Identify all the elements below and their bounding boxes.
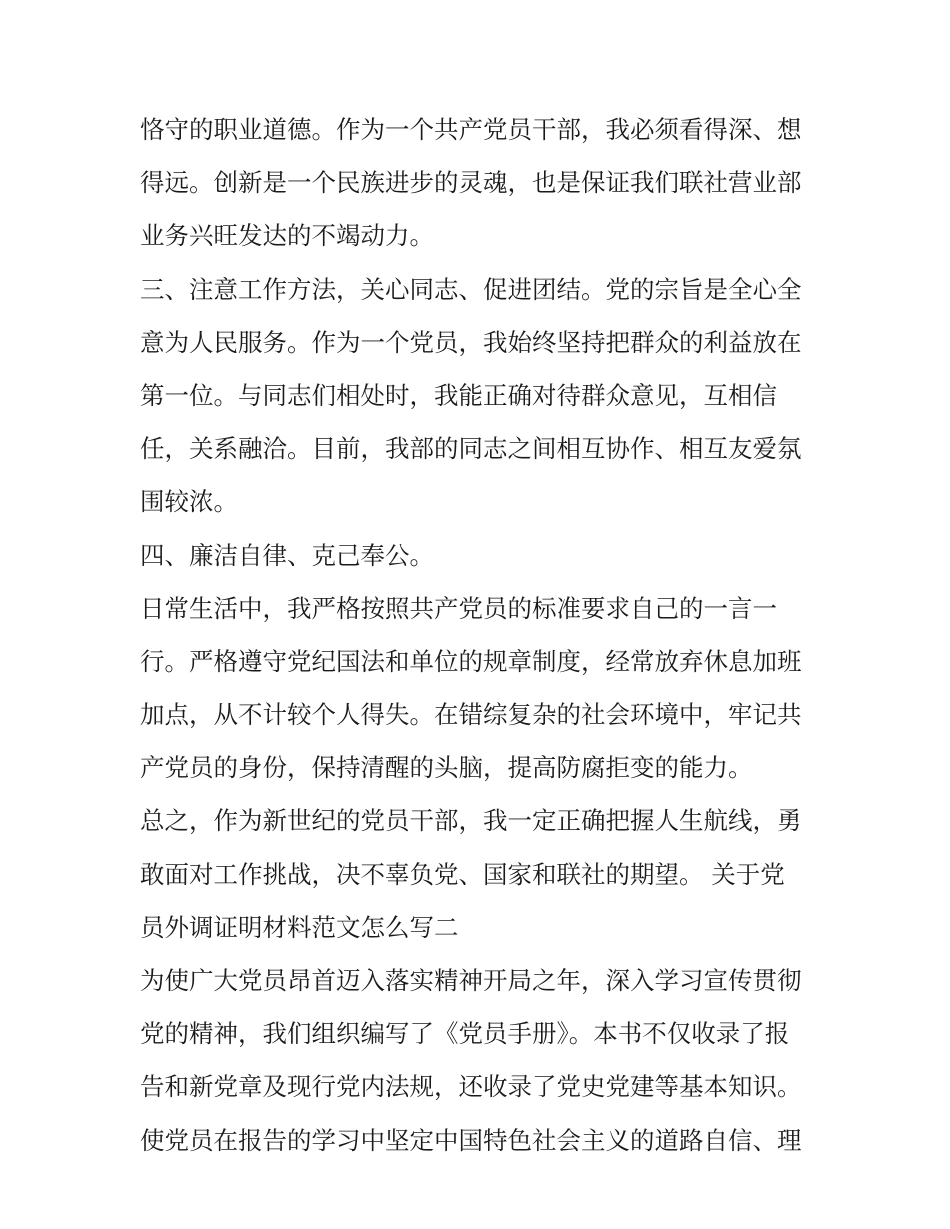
text-line: 意为人民服务。作为一个党员，我始终坚持把群众的利益放在 xyxy=(140,327,802,357)
text-line: 使党员在报告的学习中坚定中国特色社会主义的道路自信、理 xyxy=(140,1125,802,1155)
document-body xyxy=(140,108,820,1172)
text-line: 员外调证明材料范文怎么写二 xyxy=(140,912,459,942)
text-line: 业务兴旺发达的不竭动力。 xyxy=(140,221,434,251)
text-line: 产党员的身份，保持清醒的头脑，提高防腐拒变的能力。 xyxy=(140,753,753,783)
text-line: 任，关系融洽。目前，我部的同志之间相互协作、相互友爱氛 xyxy=(140,434,802,464)
text-line: 党的精神，我们组织编写了《党员手册》。本书不仅收录了报 xyxy=(140,1019,790,1049)
text-line: 得远。创新是一个民族进步的灵魂，也是保证我们联社营业部 xyxy=(140,168,802,198)
text-line: 围较浓。 xyxy=(140,487,238,517)
text-line: 加点，从不计较个人得失。在错综复杂的社会环境中，牢记共 xyxy=(140,700,802,730)
text-line: 为使广大党员昂首迈入落实精神开局之年，深入学习宣传贯彻 xyxy=(140,966,802,995)
text-line: 敢面对工作挑战，决不辜负党、国家和联社的期望。 关于党 xyxy=(140,859,785,889)
section-heading-4: 四、廉洁自律、克己奉公。 xyxy=(140,540,434,570)
text-line: 日常生活中，我严格按照共产党员的标准要求自己的一言一 xyxy=(140,593,777,623)
section-heading-3: 三、注意工作方法，关心同志、促进团结。党的宗旨是全心全 xyxy=(140,274,802,304)
text-line: 行。严格遵守党纪国法和单位的规章制度，经常放弃休息加班 xyxy=(140,646,802,676)
text-line: 第一位。与同志们相处时，我能正确对待群众意见，互相信 xyxy=(140,380,777,410)
text-line: 总之，作为新世纪的党员干部，我一定正确把握人生航线，勇 xyxy=(140,806,802,836)
text-line: 告和新党章及现行党内法规，还收录了党史党建等基本知识。 xyxy=(140,1072,802,1102)
text-line: 恪守的职业道德。作为一个共产党员干部，我必须看得深、想 xyxy=(140,115,802,144)
